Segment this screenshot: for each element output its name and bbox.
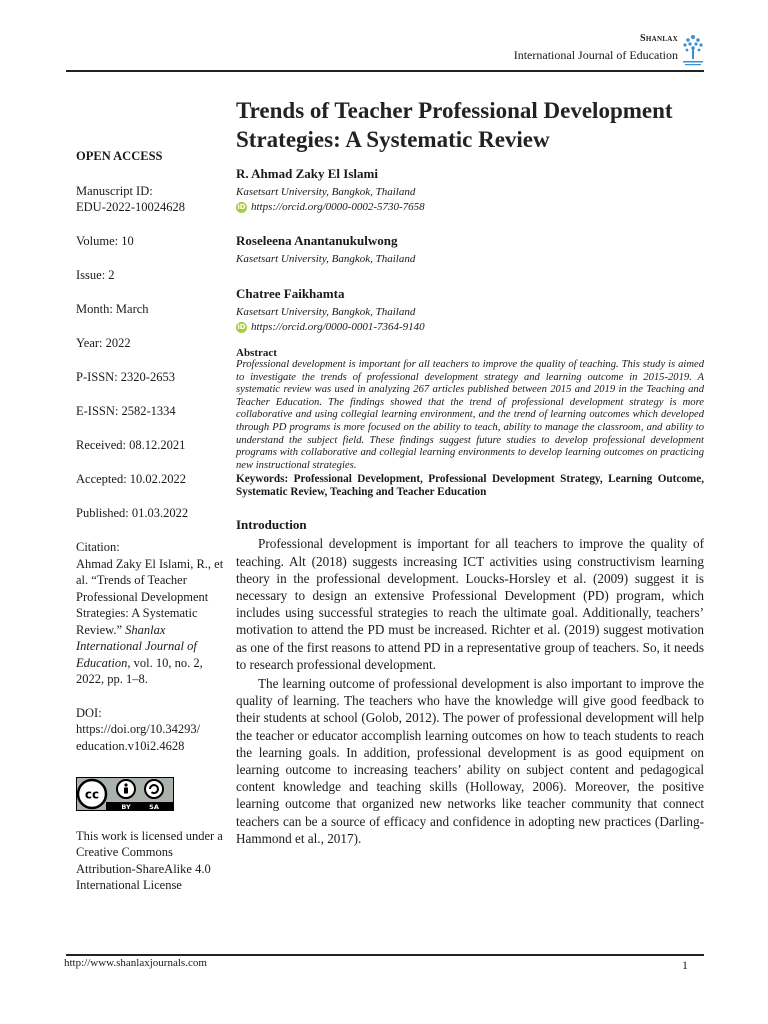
p-issn: P-ISSN: 2320-2653 (76, 370, 175, 384)
author-affiliation: Kasetsart University, Bangkok, Thailand (236, 306, 416, 318)
page-number: 1 (682, 958, 688, 972)
header-brand: Shanlax (640, 33, 678, 44)
author-block-3 (236, 286, 704, 333)
manuscript-id: Manuscript ID: EDU-2022-10024628 (76, 183, 186, 214)
author-affiliation: Kasetsart University, Bangkok, Thailand (236, 186, 416, 198)
creative-commons-by-sa-badge-icon[interactable] (76, 777, 174, 811)
author-orcid[interactable]: iD https://orcid.org/0000-0002-5730-7658 (237, 201, 425, 213)
shanlax-tree-logo-icon (680, 33, 706, 67)
body-paragraph: The learning outcome of professional development is also important to improve the quality of learning. The teachers who have the knowledge will give good feedback to their students at school (Golob, 2012). The power of professional development will help the teacher or educator accomplish learning outcomes on how to teach students to reach the learning goals. In addition, professional development is as good equipment on learning outcome to increasing teachers’ ability on subject content and pedagogical content knowledge and teaching skills (Holloway, 2006). Moreover, the positive learning outcome that organized new networks like teacher community that connect teachers can be a source of efficacy and confidence in adopting new practices (Darling-Hammond et al., 2017). (236, 675, 704, 846)
svg-text:cc: cc (84, 787, 100, 802)
issue: Issue: 2 (76, 268, 115, 282)
author-name: R. Ahmad Zaky El Islami (236, 166, 378, 181)
cc-by-label: BY (121, 803, 131, 811)
month: Month: March (76, 302, 149, 316)
article-info-sidebar (76, 148, 226, 894)
doi-link[interactable]: https://doi.org/10.34293/ (76, 722, 201, 736)
e-issn: E-ISSN: 2582-1334 (76, 404, 176, 418)
abstract-text: Professional development is important for all teachers to improve the quality of teaching. This study is aimed to investigate the trends of professional development strategy and learning outcome in 2015-2019. A systematic review was used in analyzing 267 articles published between 2015 and 2019 in the Teaching and Teacher Education. The findings showed that the trend of professional development strategy is more collaborative and using collegial learning environment, and the trend of learning outcomes which developed through PD programs is more focused on the ability to teach, ability to manage the classroom, and ability to understand the subject field. These findings suggest future studies to develop professional development programs with collaborative and collegial learning environments to develop learning outcomes on practicing new instructional strategies. (236, 359, 704, 471)
citation: Citation: Ahmad Zaky El Islami, R., et al. “Trends of Teacher Professional Development Strategies: A Systematic Review.” Shanlax International Journal of Education, vol. 10, no. 2, 2022, pp. 1–8. (76, 540, 224, 686)
cc-sa-label: SA (149, 803, 159, 811)
accepted-date: Accepted: 10.02.2022 (76, 472, 187, 486)
author-name: Roseleena Anantanukulwong (236, 233, 398, 248)
footer-rule (66, 954, 704, 956)
published-date: Published: 01.03.2022 (76, 506, 189, 520)
author-name: Chatree Faikhamta (236, 286, 345, 301)
year: Year: 2022 (76, 336, 131, 350)
header-rule (66, 70, 704, 72)
volume: Volume: 10 (76, 234, 134, 248)
license-text: This work is licensed under a Creative Commons Attribution-ShareAlike 4.0 International License (76, 828, 223, 892)
open-access-label: OPEN ACCESS (76, 149, 163, 163)
body-paragraph: Professional development is important for all teachers to improve the quality of teaching. Alt (2018) suggests increasing ICT activities using constructivism learning theory in the professional development. Loucks-Horsley et al. (2009) suggest it is necessary to design an extensive Professional Development (PD) program, which includes using successful strategies to reach the ultimate goal. Additionally, teachers’ motivation to attend the PD must be increased. Richter et al. (2019) suggest motivation as one of the first reasons to attend PD in a representative group of teachers. So, it needs to research professional development. (236, 536, 704, 672)
orcid-icon: iD (237, 322, 246, 331)
received-date: Received: 08.12.2021 (76, 438, 186, 452)
author-affiliation: Kasetsart University, Bangkok, Thailand (236, 253, 416, 265)
abstract-label: Abstract (236, 347, 277, 359)
author-orcid[interactable]: iD https://orcid.org/0000-0001-7364-9140 (237, 321, 425, 333)
header-journal: International Journal of Education (513, 48, 678, 62)
keywords: Keywords: Professional Development, Professional Development Strategy, Learning Outcome, Systematic Review, Teaching and Teacher Education (236, 473, 704, 499)
article-main (236, 96, 704, 847)
author-block-1 (236, 166, 704, 213)
footer-url[interactable]: http://www.shanlaxjournals.com (64, 957, 207, 969)
introduction-heading: Introduction (236, 517, 307, 533)
doi: DOI: https://doi.org/10.34293/ education.v10i2.4628 (76, 705, 226, 755)
author-block-2 (236, 233, 704, 266)
article-title: Trends of Teacher Professional Development Strategies: A Systematic Review (236, 98, 673, 152)
orcid-icon: iD (237, 202, 246, 211)
